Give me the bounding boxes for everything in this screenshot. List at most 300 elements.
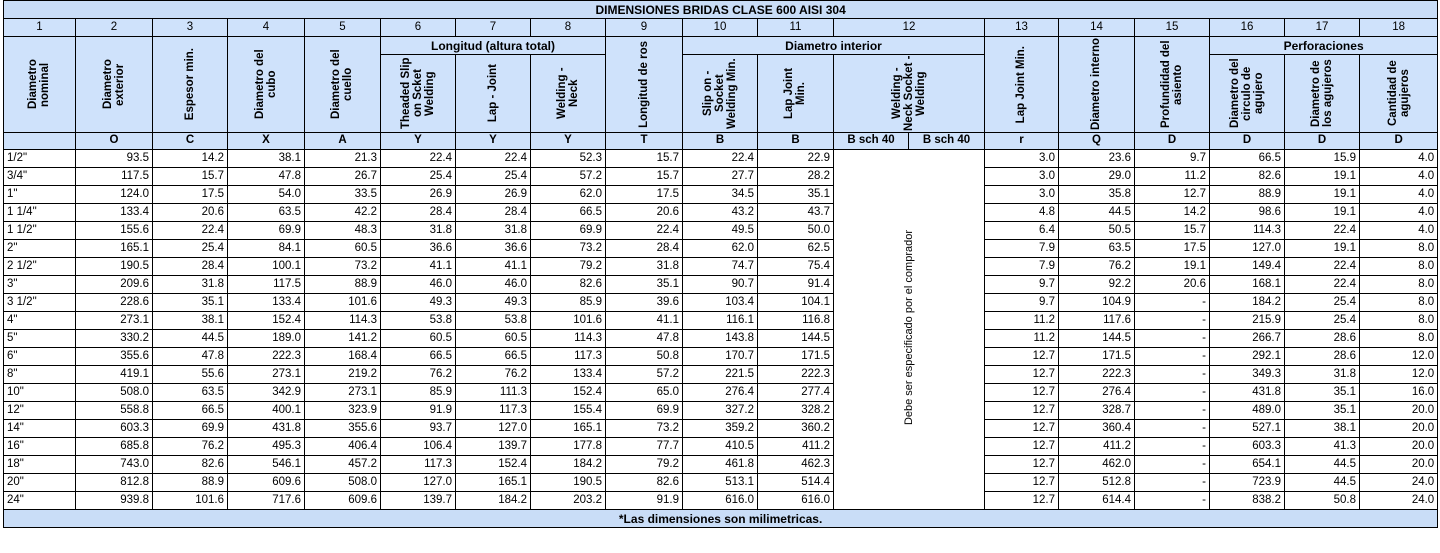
cell-c18: 4.0	[1360, 204, 1438, 222]
cell-c8: 190.5	[531, 474, 606, 492]
cell-c9: 15.7	[606, 168, 683, 186]
symbol-c17: D	[1285, 133, 1360, 150]
cell-c5: 33.5	[305, 186, 381, 204]
cell-c3: 69.9	[153, 420, 228, 438]
symbol-c15: D	[1135, 133, 1210, 150]
cell-nominal: 1 1/4"	[4, 204, 76, 222]
cell-c5: 457.2	[305, 456, 381, 474]
cell-c11: 22.9	[758, 150, 834, 168]
cell-c17: 35.1	[1285, 402, 1360, 420]
symbol-c14: Q	[1059, 133, 1135, 150]
cell-c4: 342.9	[228, 384, 305, 402]
header-c18: Cantidad de agujeros	[1360, 55, 1438, 133]
symbol-c1	[4, 133, 76, 150]
cell-c6: 106.4	[381, 438, 456, 456]
cell-c3: 15.7	[153, 168, 228, 186]
cell-c6: 76.2	[381, 366, 456, 384]
cell-c17: 50.8	[1285, 492, 1360, 510]
cell-c6: 49.3	[381, 294, 456, 312]
table-row	[4, 258, 1438, 276]
cell-c6: 25.4	[381, 168, 456, 186]
column-number: 14	[1059, 19, 1135, 37]
header-c9: Longitud de ros	[606, 37, 683, 133]
cell-c16: 98.6	[1210, 204, 1285, 222]
cell-c16: 527.1	[1210, 420, 1285, 438]
cell-c16: 66.5	[1210, 150, 1285, 168]
cell-c5: 273.1	[305, 384, 381, 402]
cell-c2: 558.8	[76, 402, 153, 420]
cell-nominal: 3 1/2"	[4, 294, 76, 312]
cell-c3: 38.1	[153, 312, 228, 330]
header-c1: Diametro nominal	[4, 37, 76, 133]
cell-c5: 60.5	[305, 240, 381, 258]
cell-c10: 359.2	[683, 420, 758, 438]
cell-c11: 328.2	[758, 402, 834, 420]
cell-c3: 47.8	[153, 348, 228, 366]
table-row	[4, 438, 1438, 456]
table-row	[4, 330, 1438, 348]
cell-c17: 19.1	[1285, 186, 1360, 204]
cell-c6: 117.3	[381, 456, 456, 474]
header-c11: Lap Joint Min.	[758, 55, 834, 133]
cell-c6: 22.4	[381, 150, 456, 168]
cell-c15: 9.7	[1135, 150, 1210, 168]
cell-c3: 25.4	[153, 240, 228, 258]
cell-c18: 24.0	[1360, 492, 1438, 510]
cell-c5: 48.3	[305, 222, 381, 240]
cell-c11: 35.1	[758, 186, 834, 204]
header-c16: Diametro del circulo de agujero	[1210, 55, 1285, 133]
cell-nominal: 10"	[4, 384, 76, 402]
cell-c11: 50.0	[758, 222, 834, 240]
cell-c2: 124.0	[76, 186, 153, 204]
cell-c2: 93.5	[76, 150, 153, 168]
cell-c7: 165.1	[456, 474, 531, 492]
cell-c3: 88.9	[153, 474, 228, 492]
column-number: 16	[1210, 19, 1285, 37]
cell-c11: 277.4	[758, 384, 834, 402]
cell-c17: 19.1	[1285, 204, 1360, 222]
cell-c7: 60.5	[456, 330, 531, 348]
cell-c16: 88.9	[1210, 186, 1285, 204]
cell-c17: 22.4	[1285, 258, 1360, 276]
cell-c18: 4.0	[1360, 186, 1438, 204]
cell-c18: 8.0	[1360, 330, 1438, 348]
cell-c13: 12.7	[985, 348, 1059, 366]
header-c5: Diametro del cuello	[305, 37, 381, 133]
cell-c13: 3.0	[985, 168, 1059, 186]
cell-c8: 165.1	[531, 420, 606, 438]
cell-c4: 717.6	[228, 492, 305, 510]
cell-c5: 609.6	[305, 492, 381, 510]
cell-c9: 31.8	[606, 258, 683, 276]
cell-c13: 12.7	[985, 456, 1059, 474]
cell-c2: 209.6	[76, 276, 153, 294]
cell-c17: 38.1	[1285, 420, 1360, 438]
cell-c5: 141.2	[305, 330, 381, 348]
cell-c3: 22.4	[153, 222, 228, 240]
cell-c14: 35.8	[1059, 186, 1135, 204]
cell-c18: 4.0	[1360, 150, 1438, 168]
cell-c17: 44.5	[1285, 474, 1360, 492]
cell-c9: 47.8	[606, 330, 683, 348]
cell-c6: 91.9	[381, 402, 456, 420]
cell-c8: 152.4	[531, 384, 606, 402]
column-number: 4	[228, 19, 305, 37]
header-c4: Diametro del cubo	[228, 37, 305, 133]
cell-c5: 26.7	[305, 168, 381, 186]
cell-c17: 15.9	[1285, 150, 1360, 168]
cell-c14: 171.5	[1059, 348, 1135, 366]
cell-c3: 14.2	[153, 150, 228, 168]
cell-c6: 31.8	[381, 222, 456, 240]
cell-c3: 35.1	[153, 294, 228, 312]
cell-c10: 461.8	[683, 456, 758, 474]
column-number: 8	[531, 19, 606, 37]
cell-c10: 116.1	[683, 312, 758, 330]
cell-c11: 514.4	[758, 474, 834, 492]
cell-c14: 512.8	[1059, 474, 1135, 492]
cell-c10: 410.5	[683, 438, 758, 456]
cell-c4: 495.3	[228, 438, 305, 456]
cell-c15: 20.6	[1135, 276, 1210, 294]
cell-c15: -	[1135, 402, 1210, 420]
cell-c3: 82.6	[153, 456, 228, 474]
cell-c17: 28.6	[1285, 330, 1360, 348]
cell-c7: 36.6	[456, 240, 531, 258]
cell-c11: 116.8	[758, 312, 834, 330]
symbol-c2: O	[76, 133, 153, 150]
cell-c14: 76.2	[1059, 258, 1135, 276]
cell-c6: 93.7	[381, 420, 456, 438]
cell-c8: 155.4	[531, 402, 606, 420]
cell-c15: -	[1135, 492, 1210, 510]
cell-c15: -	[1135, 420, 1210, 438]
symbol-c9: T	[606, 133, 683, 150]
table-row	[4, 276, 1438, 294]
cell-c18: 20.0	[1360, 420, 1438, 438]
cell-c16: 292.1	[1210, 348, 1285, 366]
header-c12: Welding - Neck Socket - Welding	[834, 55, 985, 133]
cell-c15: -	[1135, 438, 1210, 456]
column-number: 1	[4, 19, 76, 37]
cell-c7: 139.7	[456, 438, 531, 456]
cell-c6: 26.9	[381, 186, 456, 204]
cell-c7: 76.2	[456, 366, 531, 384]
cell-c16: 489.0	[1210, 402, 1285, 420]
cell-c7: 127.0	[456, 420, 531, 438]
cell-c4: 69.9	[228, 222, 305, 240]
cell-c9: 28.4	[606, 240, 683, 258]
cell-c16: 127.0	[1210, 240, 1285, 258]
cell-nominal: 18"	[4, 456, 76, 474]
header-c6: Theaded Slip on Scket Welding	[381, 55, 456, 133]
column-number: 11	[758, 19, 834, 37]
cell-c10: 43.2	[683, 204, 758, 222]
cell-c13: 3.0	[985, 150, 1059, 168]
cell-c5: 323.9	[305, 402, 381, 420]
cell-c10: 49.5	[683, 222, 758, 240]
cell-c8: 133.4	[531, 366, 606, 384]
symbol-c8: Y	[531, 133, 606, 150]
cell-c4: 222.3	[228, 348, 305, 366]
symbol-c16: D	[1210, 133, 1285, 150]
merged-note-cell	[834, 150, 985, 510]
cell-c5: 88.9	[305, 276, 381, 294]
cell-c2: 165.1	[76, 240, 153, 258]
cell-c17: 31.8	[1285, 366, 1360, 384]
cell-c9: 15.7	[606, 150, 683, 168]
cell-c10: 221.5	[683, 366, 758, 384]
cell-c14: 44.5	[1059, 204, 1135, 222]
cell-c8: 69.9	[531, 222, 606, 240]
cell-c2: 155.6	[76, 222, 153, 240]
cell-c5: 406.4	[305, 438, 381, 456]
table-row	[4, 240, 1438, 258]
cell-c14: 104.9	[1059, 294, 1135, 312]
cell-c8: 101.6	[531, 312, 606, 330]
cell-c10: 170.7	[683, 348, 758, 366]
cell-c18: 20.0	[1360, 438, 1438, 456]
cell-c4: 431.8	[228, 420, 305, 438]
cell-c10: 34.5	[683, 186, 758, 204]
cell-nominal: 16"	[4, 438, 76, 456]
cell-c9: 65.0	[606, 384, 683, 402]
merged-note-text: Debe ser especificado por el comprador	[902, 229, 915, 426]
column-number: 13	[985, 19, 1059, 37]
cell-c17: 35.1	[1285, 384, 1360, 402]
cell-c3: 66.5	[153, 402, 228, 420]
cell-c2: 603.3	[76, 420, 153, 438]
cell-c13: 7.9	[985, 258, 1059, 276]
column-number: 5	[305, 19, 381, 37]
cell-c8: 82.6	[531, 276, 606, 294]
header-c10: Slip on - Socket Welding Min.	[683, 55, 758, 133]
header-c3: Espesor min.	[153, 37, 228, 133]
cell-c7: 49.3	[456, 294, 531, 312]
column-number: 18	[1360, 19, 1438, 37]
cell-c18: 8.0	[1360, 258, 1438, 276]
cell-c4: 273.1	[228, 366, 305, 384]
cell-c4: 546.1	[228, 456, 305, 474]
cell-c8: 57.2	[531, 168, 606, 186]
table-row	[4, 492, 1438, 510]
cell-c4: 63.5	[228, 204, 305, 222]
cell-c4: 117.5	[228, 276, 305, 294]
cell-c11: 411.2	[758, 438, 834, 456]
cell-c6: 85.9	[381, 384, 456, 402]
cell-c10: 616.0	[683, 492, 758, 510]
cell-c15: -	[1135, 384, 1210, 402]
cell-c14: 328.7	[1059, 402, 1135, 420]
cell-c6: 46.0	[381, 276, 456, 294]
cell-c7: 31.8	[456, 222, 531, 240]
footer-note: *Las dimensiones son milimetricas.	[4, 510, 1438, 528]
cell-c10: 327.2	[683, 402, 758, 420]
cell-c9: 17.5	[606, 186, 683, 204]
cell-c9: 73.2	[606, 420, 683, 438]
cell-c14: 222.3	[1059, 366, 1135, 384]
cell-c13: 4.8	[985, 204, 1059, 222]
cell-c4: 54.0	[228, 186, 305, 204]
column-number: 6	[381, 19, 456, 37]
cell-c8: 66.5	[531, 204, 606, 222]
cell-c5: 508.0	[305, 474, 381, 492]
cell-c3: 55.6	[153, 366, 228, 384]
table-row	[4, 168, 1438, 186]
cell-c6: 53.8	[381, 312, 456, 330]
table-row	[4, 222, 1438, 240]
cell-c18: 4.0	[1360, 168, 1438, 186]
cell-nominal: 14"	[4, 420, 76, 438]
cell-c13: 11.2	[985, 330, 1059, 348]
cell-c4: 84.1	[228, 240, 305, 258]
cell-c15: -	[1135, 294, 1210, 312]
cell-c3: 28.4	[153, 258, 228, 276]
cell-c18: 8.0	[1360, 294, 1438, 312]
symbol-c7: Y	[456, 133, 531, 150]
cell-c10: 143.8	[683, 330, 758, 348]
cell-c15: -	[1135, 456, 1210, 474]
cell-c13: 11.2	[985, 312, 1059, 330]
flange-dimensions-table	[3, 0, 1438, 528]
cell-c11: 91.4	[758, 276, 834, 294]
cell-c18: 16.0	[1360, 384, 1438, 402]
cell-c14: 117.6	[1059, 312, 1135, 330]
cell-c2: 812.8	[76, 474, 153, 492]
table-row	[4, 474, 1438, 492]
cell-c3: 76.2	[153, 438, 228, 456]
cell-c16: 82.6	[1210, 168, 1285, 186]
cell-c16: 114.3	[1210, 222, 1285, 240]
cell-c2: 743.0	[76, 456, 153, 474]
cell-c7: 22.4	[456, 150, 531, 168]
cell-nominal: 20"	[4, 474, 76, 492]
cell-c4: 47.8	[228, 168, 305, 186]
symbol-c3: C	[153, 133, 228, 150]
cell-c7: 46.0	[456, 276, 531, 294]
cell-c15: -	[1135, 366, 1210, 384]
cell-c15: -	[1135, 474, 1210, 492]
table-row	[4, 456, 1438, 474]
symbol-c4: X	[228, 133, 305, 150]
cell-c15: 12.7	[1135, 186, 1210, 204]
cell-c6: 127.0	[381, 474, 456, 492]
cell-c16: 603.3	[1210, 438, 1285, 456]
cell-c8: 62.0	[531, 186, 606, 204]
symbol-c11: B	[758, 133, 834, 150]
cell-c18: 24.0	[1360, 474, 1438, 492]
cell-c3: 63.5	[153, 384, 228, 402]
cell-c16: 168.1	[1210, 276, 1285, 294]
cell-c16: 349.3	[1210, 366, 1285, 384]
column-number: 2	[76, 19, 153, 37]
cell-c13: 12.7	[985, 492, 1059, 510]
column-number: 10	[683, 19, 758, 37]
cell-c3: 20.6	[153, 204, 228, 222]
cell-nominal: 1"	[4, 186, 76, 204]
cell-c10: 27.7	[683, 168, 758, 186]
header-c17: Diametro de los agujeros	[1285, 55, 1360, 133]
cell-c9: 77.7	[606, 438, 683, 456]
cell-c5: 355.6	[305, 420, 381, 438]
symbol-c6: Y	[381, 133, 456, 150]
cell-c15: -	[1135, 330, 1210, 348]
cell-c5: 168.4	[305, 348, 381, 366]
cell-c7: 111.3	[456, 384, 531, 402]
column-number: 9	[606, 19, 683, 37]
cell-c16: 266.7	[1210, 330, 1285, 348]
cell-nominal: 6"	[4, 348, 76, 366]
cell-c9: 91.9	[606, 492, 683, 510]
cell-c9: 57.2	[606, 366, 683, 384]
cell-c11: 222.3	[758, 366, 834, 384]
cell-c5: 219.2	[305, 366, 381, 384]
table-row	[4, 384, 1438, 402]
cell-c7: 53.8	[456, 312, 531, 330]
cell-c18: 8.0	[1360, 276, 1438, 294]
cell-c4: 38.1	[228, 150, 305, 168]
cell-c18: 20.0	[1360, 402, 1438, 420]
cell-nominal: 2"	[4, 240, 76, 258]
cell-c15: -	[1135, 348, 1210, 366]
cell-nominal: 24"	[4, 492, 76, 510]
cell-c3: 31.8	[153, 276, 228, 294]
header-c7: Lap - Joint	[456, 55, 531, 133]
header-c14: Diametro interno	[1059, 37, 1135, 133]
cell-c10: 276.4	[683, 384, 758, 402]
cell-c11: 616.0	[758, 492, 834, 510]
cell-nominal: 3"	[4, 276, 76, 294]
cell-c8: 73.2	[531, 240, 606, 258]
header-c8: Welding - Neck	[531, 55, 606, 133]
cell-c16: 184.2	[1210, 294, 1285, 312]
cell-c13: 12.7	[985, 474, 1059, 492]
cell-c5: 21.3	[305, 150, 381, 168]
cell-c17: 19.1	[1285, 168, 1360, 186]
cell-nominal: 8"	[4, 366, 76, 384]
cell-c7: 117.3	[456, 402, 531, 420]
header-c13: Lap Joint Min.	[985, 37, 1059, 133]
cell-c8: 52.3	[531, 150, 606, 168]
table-row	[4, 186, 1438, 204]
cell-c7: 152.4	[456, 456, 531, 474]
cell-c13: 7.9	[985, 240, 1059, 258]
cell-c16: 838.2	[1210, 492, 1285, 510]
cell-c17: 19.1	[1285, 240, 1360, 258]
cell-c9: 79.2	[606, 456, 683, 474]
table-row	[4, 204, 1438, 222]
cell-c7: 26.9	[456, 186, 531, 204]
cell-c8: 184.2	[531, 456, 606, 474]
cell-c6: 66.5	[381, 348, 456, 366]
cell-c9: 82.6	[606, 474, 683, 492]
symbol-c13: r	[985, 133, 1059, 150]
cell-c2: 419.1	[76, 366, 153, 384]
cell-nominal: 1/2"	[4, 150, 76, 168]
table-title: DIMENSIONES BRIDAS CLASE 600 AISI 304	[4, 1, 1438, 19]
cell-c3: 17.5	[153, 186, 228, 204]
table-row	[4, 348, 1438, 366]
cell-c17: 28.6	[1285, 348, 1360, 366]
cell-c14: 276.4	[1059, 384, 1135, 402]
cell-c14: 411.2	[1059, 438, 1135, 456]
cell-c14: 614.4	[1059, 492, 1135, 510]
cell-c7: 66.5	[456, 348, 531, 366]
cell-c4: 400.1	[228, 402, 305, 420]
cell-c9: 39.6	[606, 294, 683, 312]
table-row	[4, 366, 1438, 384]
